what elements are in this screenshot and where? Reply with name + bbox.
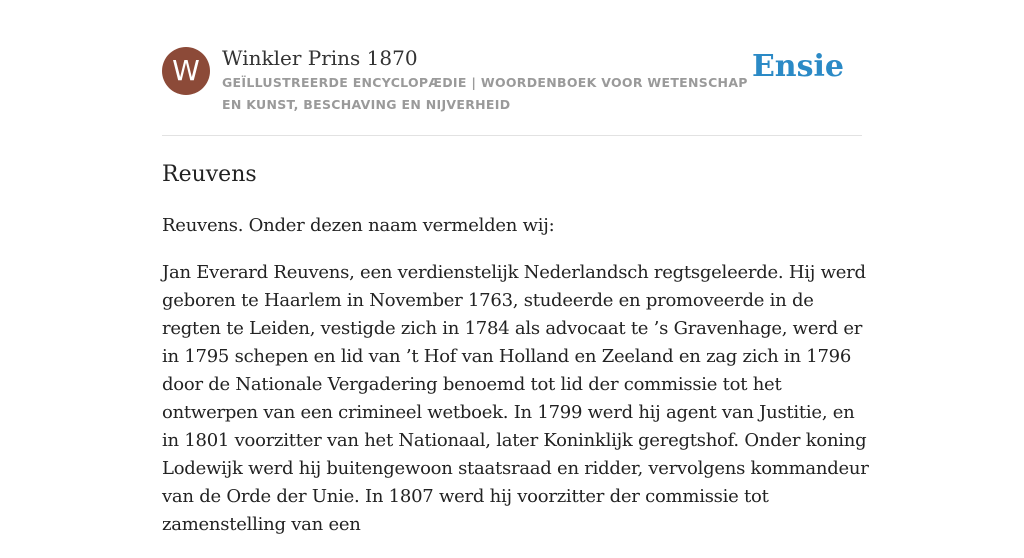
article-paragraph-main: Jan Everard Reuvens, een verdienstelijk Nederlandsch regtsgeleerde. Hij werd geboren te Haarlem in November 1763, studeerde en promoveerde in de regten te Leiden, vestigde zich in 1784 als advocaat te ’s Gravenhage, werd er in 1795 schepen en lid van ’t Hof van Holland en Zeeland en zag zich in 1796 door de Nationale Vergadering benoemd tot lid der commissie tot het ontwerpen van een crimineel wetboek. In 1799 werd hij agent van Justitie, en in 1801 voorzitter van het Nationaal, later Koninklijk geregtshof. Onder koning Lodewijk werd hij buitengewoon staatsraad en ridder, vervolgens kommandeur van de Orde der Unie. In 1807 werd hij voorzitter der commissie tot zamenstelling van een	[162, 262, 869, 535]
ensie-logo[interactable]: Ensie	[751, 49, 844, 84]
source-title[interactable]: Winkler Prins 1870	[222, 46, 418, 70]
article-body	[162, 212, 870, 558]
header-divider	[162, 135, 862, 136]
article-paragraph-intro: Reuvens. Onder dezen naam vermelden wij:	[162, 215, 555, 236]
header	[162, 45, 862, 125]
article-title: Reuvens	[162, 162, 257, 187]
source-avatar[interactable]: W	[162, 47, 210, 95]
source-subtitle: GEÏLLUSTREERDE ENCYCLOPÆDIE | WOORDENBOEK VOOR WETENSCHAP EN KUNST, BESCHAVING EN NIJVERHEID	[222, 75, 748, 112]
